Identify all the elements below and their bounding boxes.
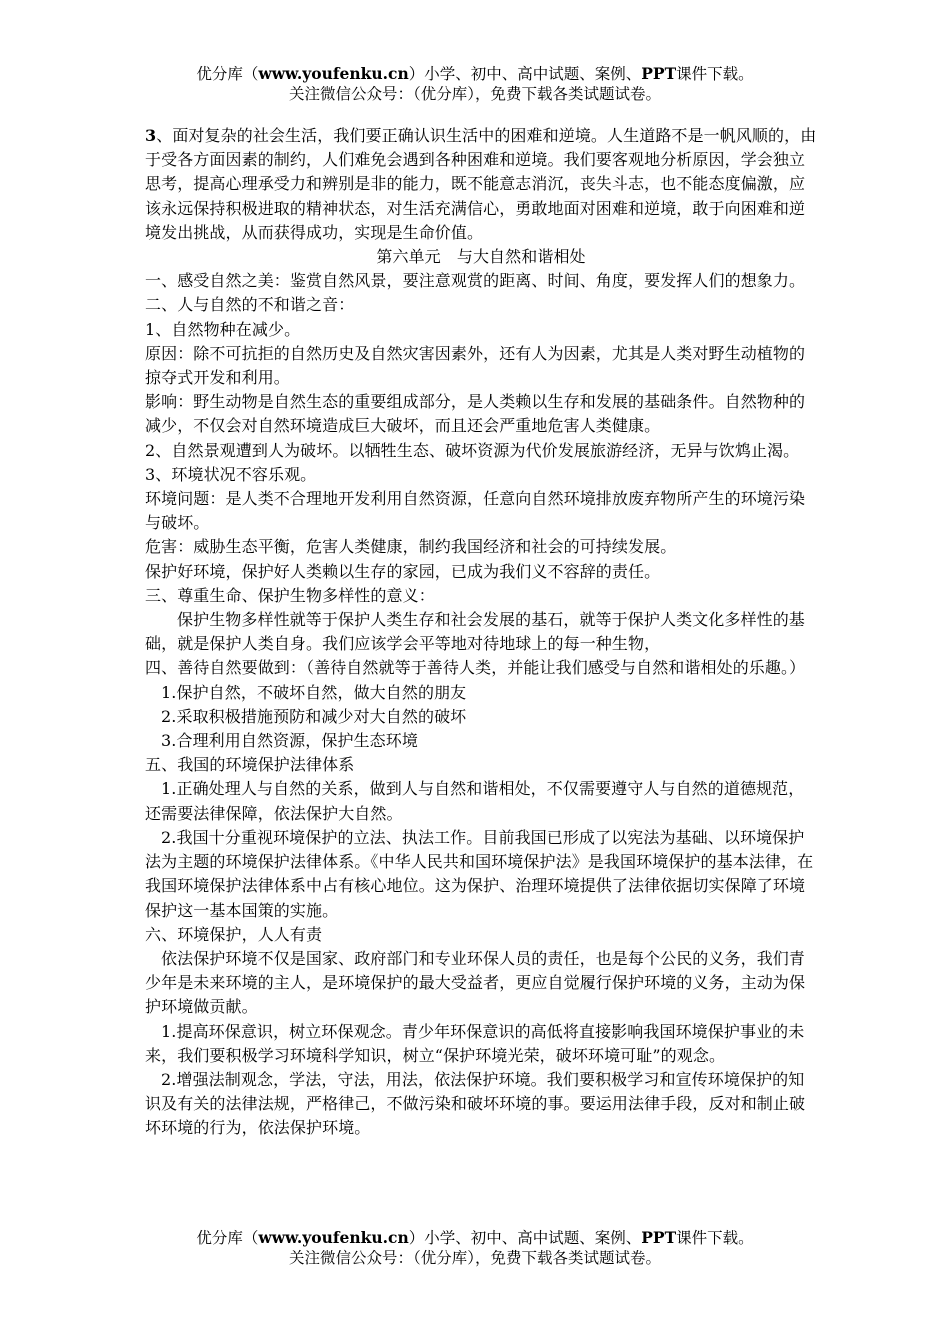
page-header — [0, 64, 950, 104]
section-six: 六、环境保护，人人有责 — [145, 924, 323, 944]
header-end: 课件下载。 — [676, 65, 754, 83]
section-one: 一、感受自然之美：鉴赏自然风景，要注意观赏的距离、时间、角度，要发挥人们的想象力。 — [145, 271, 806, 291]
paragraph-3 — [145, 124, 817, 245]
unit-title: 第六单元 与大自然和谐相处 — [376, 247, 586, 267]
footer-line-2: 关注微信公众号：（优分库），免费下载各类试题试卷。 — [288, 1249, 661, 1267]
list-item: 2.采取积极措施预防和减少对大自然的破坏 — [161, 706, 467, 726]
cause-paragraph: 原因：除不可抗拒的自然历史及自然灾害因素外，还有人为因素，尤其是人类对野生动植物的掠夺式开发和利用。 — [145, 343, 806, 388]
harm-paragraph: 危害：威胁生态平衡，危害人类健康，制约我国经济和社会的可持续发展。 — [145, 537, 677, 557]
footer-prefix: 优分库（ — [196, 1229, 259, 1247]
env-problem-paragraph: 环境问题：是人类不合理地开发利用自然资源，任意向自然环境排放废弃物所产生的环境污染与破坏。 — [145, 489, 806, 533]
item-1: 1、自然物种在减少。 — [145, 319, 301, 339]
item-2: 2、自然景观遭到人为破坏。以牺牲生态、破坏资源为代价发展旅游经济，无异与饮鸩止渴。 — [145, 440, 800, 460]
paragraph-text: 、面对复杂的社会生活，我们要正确认识生活中的困难和逆境。人生道路不是一帆风顺的，由于受各方面因素的制约，人们难免会遇到各种困难和逆境。我们要客观地分析原因，学会独立思考，提高心理承受力和辨别是非的能力，既不能意志消沉，丧失斗志，也不能态度偏激，应该永远保持积极进取的精神状态，对生活充满信心，勇敢地面对困难和逆境，敢于向困难和逆境发出挑战，从而获得成功，实现是生命价值。 — [145, 126, 817, 242]
header-ppt: PPT — [641, 64, 677, 83]
header-site-link[interactable]: www.youfenku.cn — [258, 64, 409, 83]
header-line-1 — [0, 64, 950, 84]
section-five: 五、我国的环境保护法律体系 — [145, 755, 355, 775]
section-four: 四、善待自然要做到：（善待自然就等于善待人类，并能让我们感受与自然和谐相处的乐趣。） — [145, 658, 806, 678]
legal-item: 2.增强法制观念，学法，守法，用法，依法保护环境。我们要积极学习和宣传环境保护的知识及有关的法律法规，严格律己，不做污染和破坏环境的事。要运用法律手段，反对和制止破坏环境的行为，依法保护环境。 — [145, 1069, 806, 1138]
footer-end: 课件下载。 — [676, 1229, 754, 1247]
list-item: 1.保护自然，不破坏自然，做大自然的朋友 — [161, 682, 467, 702]
header-prefix: 优分库（ — [196, 65, 259, 83]
section-three: 三、尊重生命、保护生物多样性的意义： — [145, 585, 435, 605]
header-line-2: 关注微信公众号：（优分库），免费下载各类试题试卷。 — [288, 85, 661, 103]
biodiversity-paragraph: 保护生物多样性就等于保护人类生存和社会发展的基石，就等于保护人类文化多样性的基础，就是保护人类自身。我们应该学会平等地对待地球上的每一种生物， — [145, 610, 805, 654]
footer-ppt: PPT — [641, 1228, 677, 1247]
page-footer — [0, 1228, 950, 1268]
citizen-duty-paragraph: 依法保护环境不仅是国家、政府部门和专业环保人员的责任，也是每个公民的义务，我们青少年是未来环境的主人，是环境保护的最大受益者，更应自觉履行保护环境的义务，主动为保护环境做贡献。 — [145, 948, 806, 1017]
paragraph-number: 3 — [145, 126, 157, 145]
responsibility-paragraph: 保护好环境，保护好人类赖以生存的家园，已成为我们义不容辞的责任。 — [145, 561, 661, 581]
document-body — [145, 124, 817, 1141]
law-item-1: 1.正确处理人与自然的关系，做到人与自然和谐相处，不仅需要遵守人与自然的道德规范，还需要法律保障，依法保护大自然。 — [145, 779, 805, 823]
law-item-2: 2.我国十分重视环境保护的立法、执法工作。目前我国已形成了以宪法为基础、以环境保护法为主题的环境保护法律体系。《中华人民共和国环境保护法》是我国环境保护的基本法律，在我国环境保护法律体系中占有核心地位。这为保护、治理环境提供了法律依据切实保障了环境保护这一基本国策的实施。 — [145, 827, 814, 920]
impact-paragraph: 影响：野生动物是自然生态的重要组成部分，是人类赖以生存和发展的基础条件。自然物种的减少，不仅会对自然环境造成巨大破坏，而且还会严重地危害人类健康。 — [145, 392, 806, 436]
item-3: 3、环境状况不容乐观。 — [145, 464, 317, 484]
awareness-item: 1.提高环保意识，树立环保观念。青少年环保意识的高低将直接影响我国环境保护事业的未来，我们要积极学习环境科学知识，树立“保护环境光荣，破坏环境可耻”的观念。 — [145, 1021, 805, 1065]
header-suffix: ）小学、初中、高中试题、案例、 — [408, 65, 642, 83]
footer-site-link[interactable]: www.youfenku.cn — [258, 1228, 409, 1247]
section-two: 二、人与自然的不和谐之音： — [145, 295, 355, 315]
list-item: 3.合理利用自然资源，保护生态环境 — [161, 731, 418, 751]
footer-suffix: ）小学、初中、高中试题、案例、 — [408, 1229, 642, 1247]
footer-line-1 — [0, 1228, 950, 1248]
